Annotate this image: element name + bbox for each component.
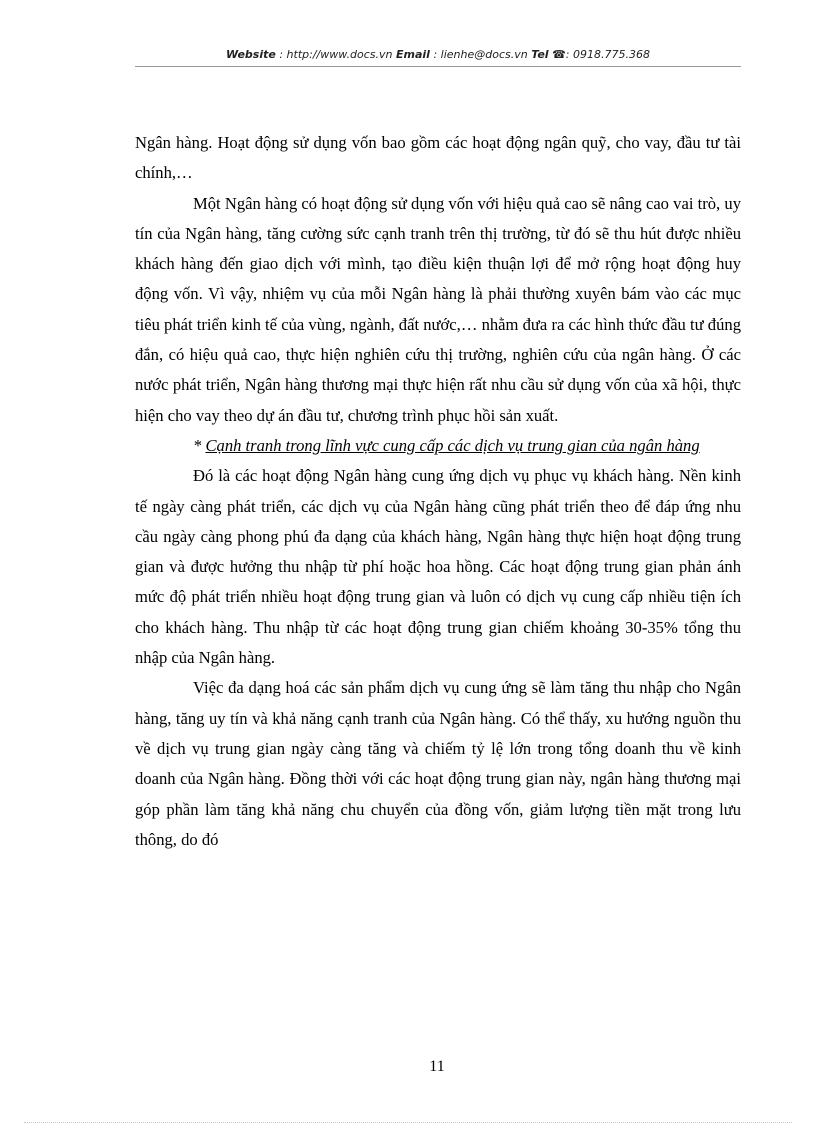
- paragraph-4: Việc đa dạng hoá các sản phẩm dịch vụ cung ứng sẽ làm tăng thu nhập cho Ngân hàng, tăng uy tín và khả năng cạnh tranh của Ngân hàng. Có thể thấy, xu hướng nguồn thu về dịch vụ trung gian ngày càng tăng và chiếm tỷ lệ lớn trong tổng doanh thu về kinh doanh của Ngân hàng. Đồng thời với các hoạt động trung gian này, ngân hàng thương mại góp phần làm tăng khả năng chu chuyển của đồng vốn, giảm lượng tiền mặt trong lưu thông, do đó: [135, 678, 741, 849]
- page-number: 11: [429, 1058, 445, 1075]
- section-subheading: [135, 431, 741, 461]
- website-label: Website: [226, 48, 276, 61]
- website-link[interactable]: : http://www.docs.vn: [279, 48, 393, 61]
- header-divider: [135, 66, 741, 67]
- tel-label: Tel: [531, 48, 549, 61]
- paragraph-2: Một Ngân hàng có hoạt động sử dụng vốn với hiệu quả cao sẽ nâng cao vai trò, uy tín của Ngân hàng, tăng cường sức cạnh tranh trên thị trường, từ đó sẽ thu hút được nhiều khách hàng đến giao dịch với mình, tạo điều kiện thuận lợi để mở rộng hoạt động huy động vốn. Vì vậy, nhiệm vụ của mỗi Ngân hàng là phải thường xuyên bám vào các mục tiêu phát triển kinh tế của vùng, ngành, đất nước,… nhằm đưa ra các hình thức đầu tư đúng đắn, có hiệu quả cao, thực hiện nghiên cứu thị trường, nghiên cứu của ngân hàng. Ở các nước phát triển, Ngân hàng thương mại thực hiện rất nhu cầu sử dụng vốn của xã hội, thực hiện cho vay theo dự án đầu tư, chương trình phục hồi sản xuất.: [135, 193, 741, 425]
- phone-icon: ☎: [552, 48, 566, 61]
- email-label: Email: [396, 48, 430, 61]
- email-link[interactable]: : lienhe@docs.vn: [433, 48, 528, 61]
- page-header: [135, 48, 741, 61]
- paragraph-3: Đó là các hoạt động Ngân hàng cung ứng dịch vụ phục vụ khách hàng. Nền kinh tế ngày càng phát triển, các dịch vụ của Ngân hàng cũng phát triển theo để đáp ứng nhu cầu ngày càng phong phú đa dạng của khách hàng, Ngân hàng thực hiện hoạt động trung gian và được hưởng thu nhập từ phí hoặc hoa hồng. Các hoạt động trung gian phản ánh mức độ phát triển nhiều hoạt động trung gian và luôn có dịch vụ cung cấp nhiều tiện ích cho khách hàng. Thu nhập từ các hoạt động trung gian chiếm khoảng 30-35% tổng thu nhập của Ngân hàng.: [135, 466, 741, 668]
- tel-number: : 0918.775.368: [565, 48, 650, 61]
- paragraph-1: Ngân hàng. Hoạt động sử dụng vốn bao gồm các hoạt động ngân quỹ, cho vay, đầu tư tài chính,…: [135, 133, 741, 183]
- document-body: [135, 128, 741, 855]
- subheading-text: Cạnh tranh trong lĩnh vực cung cấp các dịch vụ trung gian của ngân hàng: [205, 435, 700, 455]
- subheading-marker: *: [193, 435, 206, 455]
